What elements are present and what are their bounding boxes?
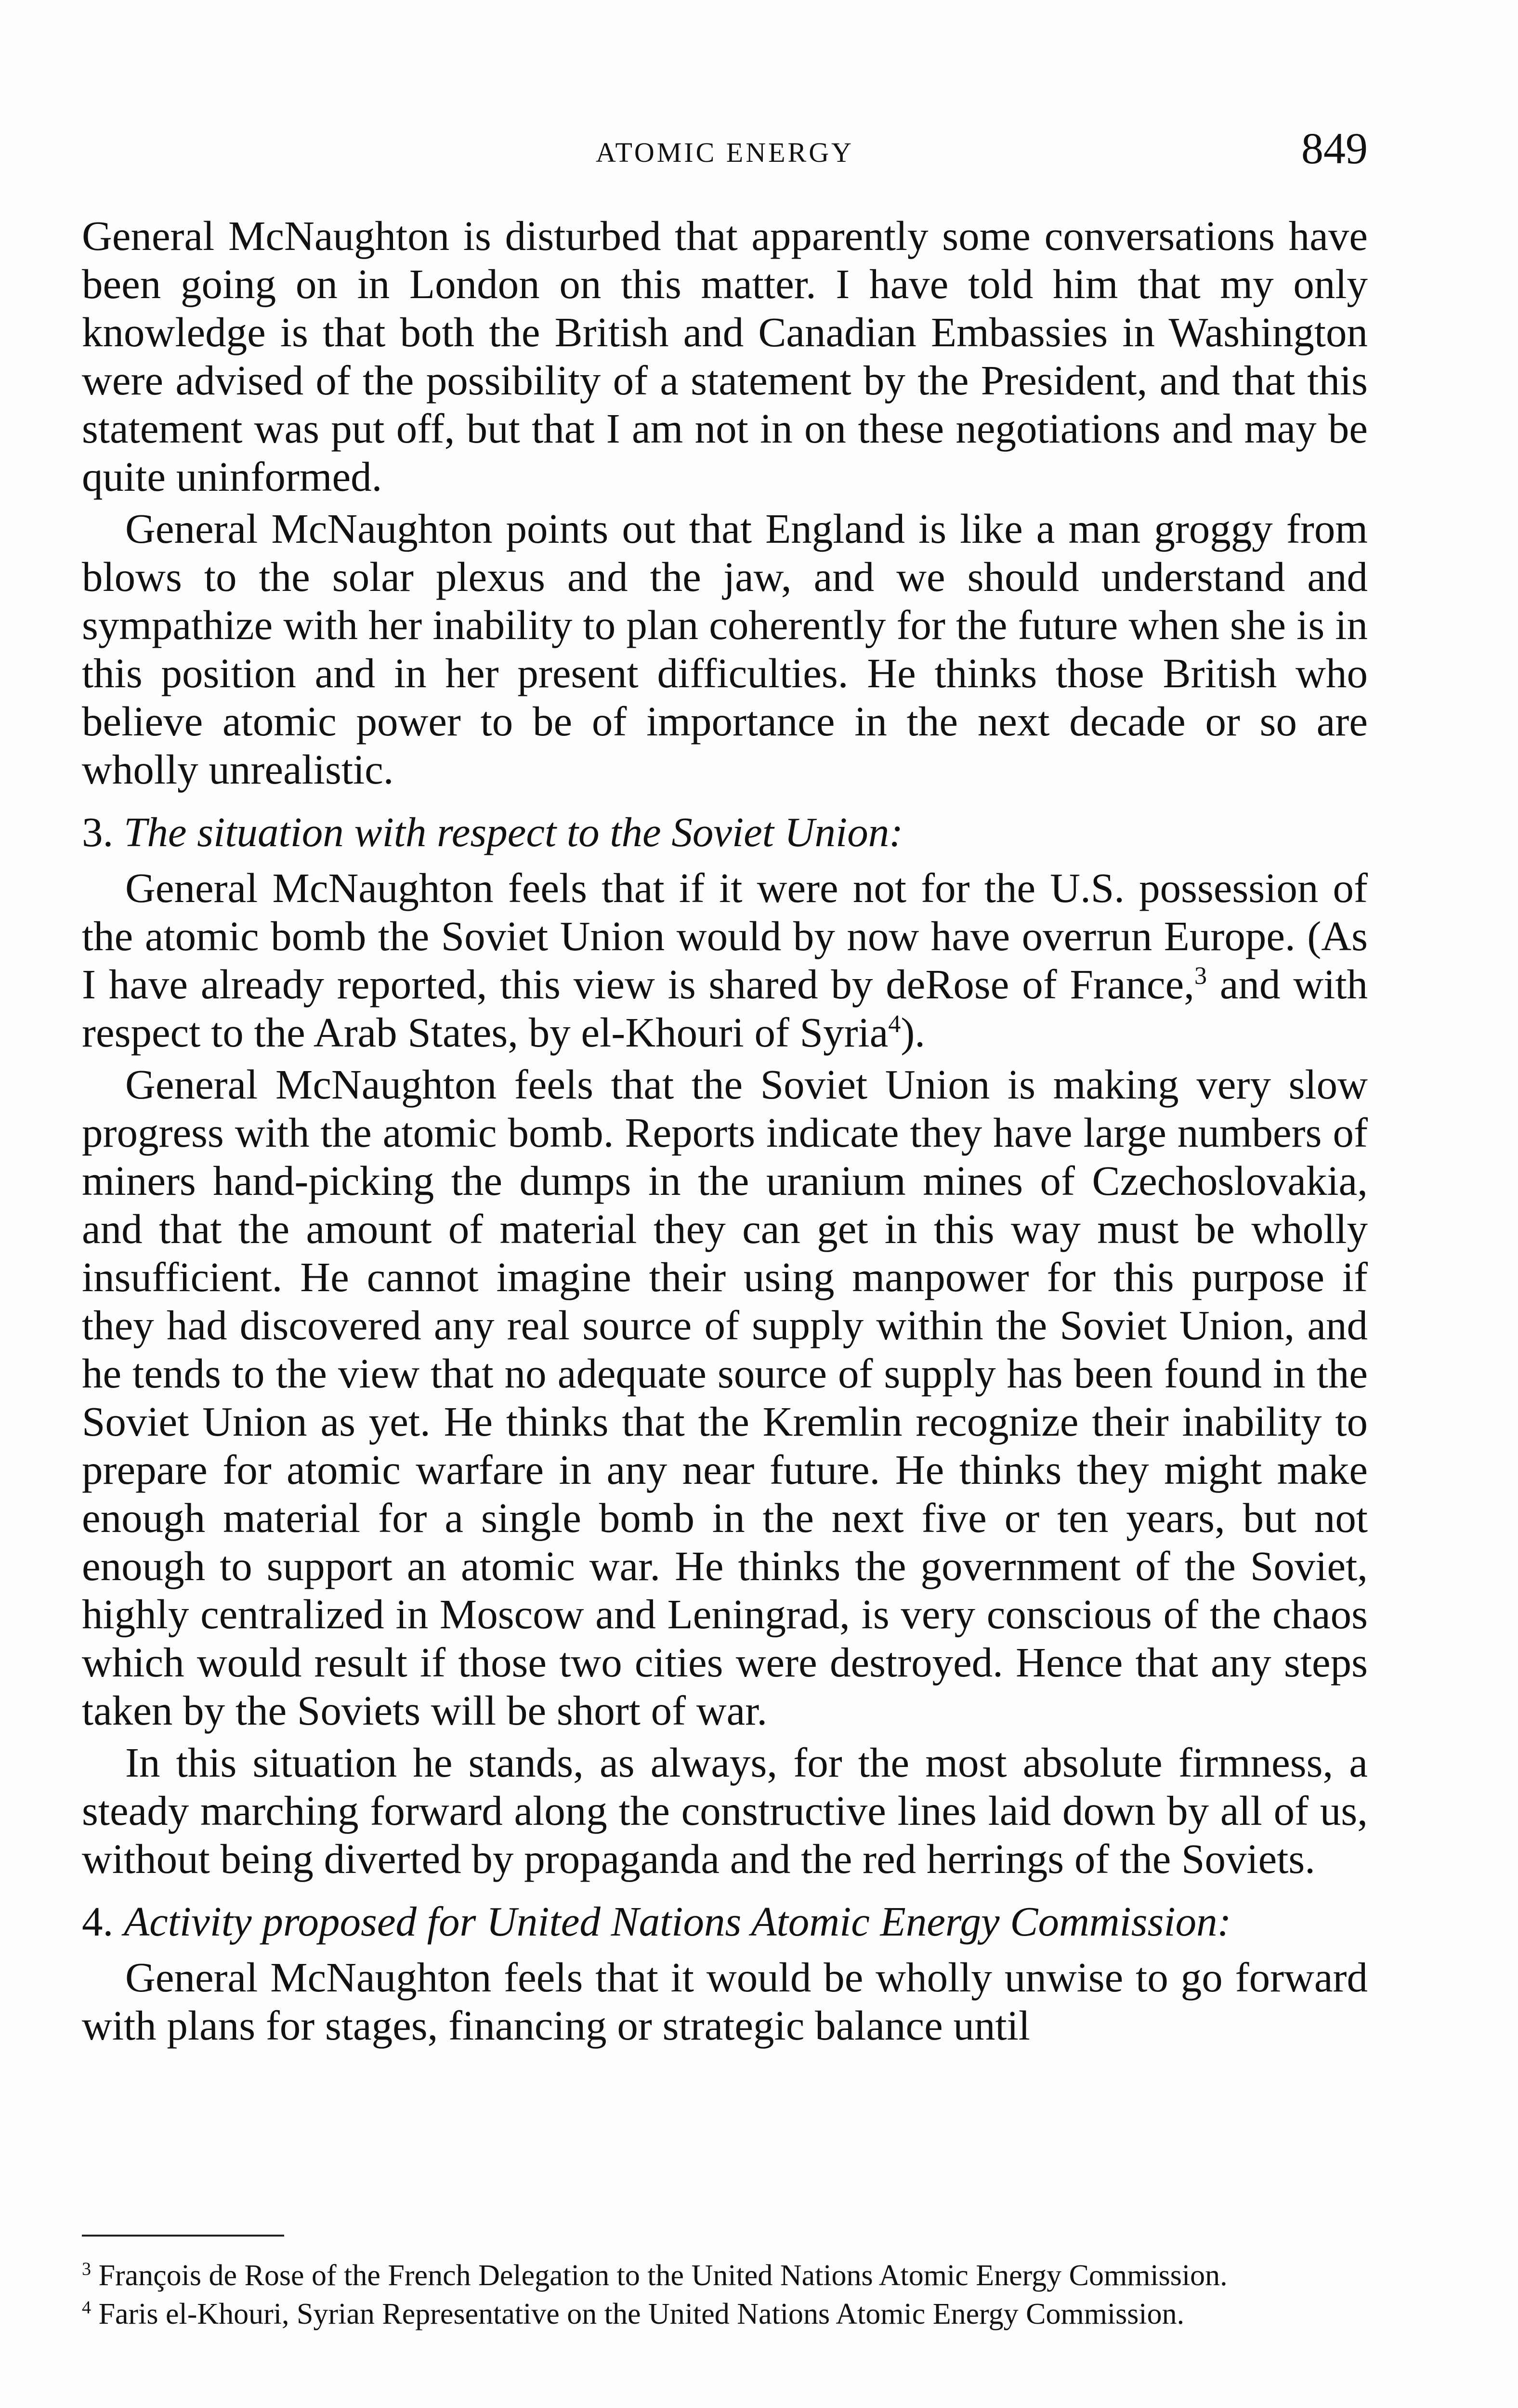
paragraph [82, 864, 1368, 1057]
paragraph: General McNaughton is disturbed that apparently some conversations have been going on in London on this matter. I have told him that my only knowledge is that both the British and Canadian Embassies in Washington were advised of the possibility of a statement by the President, and that this statement was put off, but that I am not in on these negotiations and may be quite uninformed. [82, 212, 1368, 500]
section-title: Activity proposed for United Nations Atomic Energy Commission: [124, 1898, 1231, 1945]
section-heading [82, 1898, 1368, 1946]
section-title: The situation with respect to the Soviet Union: [124, 809, 903, 855]
footnote-text: François de Rose of the French Delegation to the United Nations Atomic Energy Commission. [98, 2259, 1228, 2292]
paragraph: In this situation he stands, as always, for the most absolute firmness, a steady marching forward along the constructive lines laid down by all of us, without being diverted by propaganda and the red herrings of the Soviets. [82, 1739, 1368, 1882]
paragraph: General McNaughton feels that it would be wholly unwise to go forward with plans for stages, financing or strategic balance until [82, 1954, 1368, 2049]
footnotes [82, 2259, 1368, 2336]
footnote-rule [82, 2235, 284, 2237]
paragraph-text: and with respect to the Arab States, by el-Khouri of Syria [82, 961, 1368, 1056]
body-text [82, 212, 1368, 2054]
page-number: 849 [1301, 124, 1368, 173]
footnote-ref: 3 [1194, 962, 1207, 990]
footnote-mark: 4 [82, 2297, 91, 2318]
footnote [82, 2259, 1368, 2292]
paragraph: General McNaughton feels that the Soviet Union is making very slow progress with the atomic bomb. Reports indicate they have large numbers of miners hand-picking the dumps in the uranium mines of Czechoslovakia, and that the amount of material they can get in this way must be wholly insufficient. He cannot imagine their using manpower for this purpose if they had discovered any real source of supply within the Soviet Union, and he tends to the view that no adequate source of supply has been found in the Soviet Union as yet. He thinks that the Kremlin recognize their inability to prepare for atomic warfare in any near future. He thinks they might make enough material for a single bomb in the next five or ten years, but not enough to support an atomic war. He thinks the government of the Soviet, highly centralized in Moscow and Leningrad, is very conscious of the chaos which would result if those two cities were destroyed. Hence that any steps taken by the Soviets will be short of war. [82, 1061, 1368, 1734]
section-number: 3. [82, 809, 114, 855]
footnote-text: Faris el-Khouri, Syrian Representative on the United Nations Atomic Energy Commission. [98, 2298, 1185, 2330]
section-number: 4. [82, 1898, 114, 1945]
running-head [82, 123, 1368, 181]
footnote [82, 2297, 1368, 2331]
paragraph: General McNaughton points out that England is like a man groggy from blows to the solar plexus and the jaw, and we should understand and sympathize with her inability to plan coherently for the future when she is in this position and in her present difficulties. He thinks those British who believe atomic power to be of importance in the next decade or so are wholly unrealistic. [82, 505, 1368, 793]
section-heading [82, 808, 1368, 856]
paragraph-text: ). [901, 1009, 926, 1056]
running-head-title: ATOMIC ENERGY [596, 137, 854, 168]
footnote-mark: 3 [82, 2259, 91, 2279]
paragraph-text: General McNaughton feels that if it were not for the U.S. possession of the atomic bomb the Soviet Union would by now have overrun Europe. (As I have already reported, this view is shared by deRose of France, [82, 864, 1368, 1008]
footnote-ref: 4 [888, 1010, 901, 1038]
